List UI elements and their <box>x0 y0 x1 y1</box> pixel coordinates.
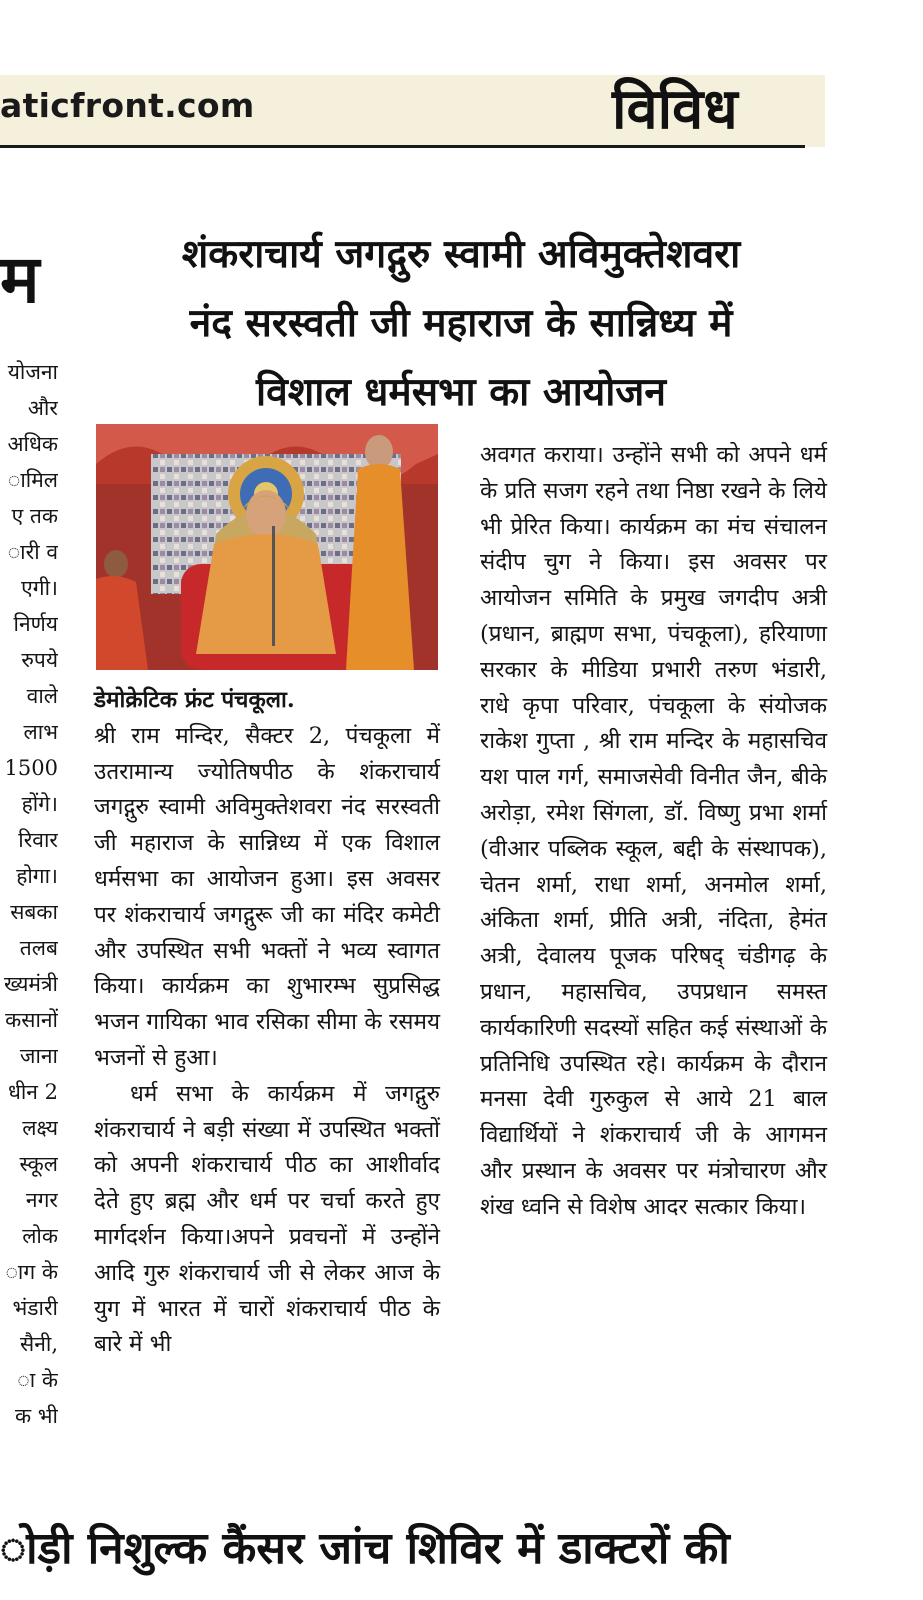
article-paragraph: धर्म सभा के कार्यक्रम में जगद्गुरु शंकराचार्य ने बड़ी संख्या में उपस्थित भक्तों को अपनी शंकराचार्य पीठ का आशीर्वाद देते हुए ब्रह्म और धर्म पर चर्चा करते हुए मार्गदर्शन किया।अपने प्रवचनों में उन्होंने आदि गुरु शंकराचार्य जी से लेकर आज के युग में भारत में चारों शंकराचार्य पीठ के बारे में भी <box>94 1080 440 1358</box>
adjacent-text-line: 1500 <box>4 756 58 780</box>
adjacent-text-line: ारी व <box>7 540 58 564</box>
adjacent-text-line: निर्णय <box>13 612 58 636</box>
article-column-1 <box>94 683 440 1363</box>
adjacent-text-line: लाभ <box>23 720 58 744</box>
adjacent-text-line: और <box>27 396 58 420</box>
article-headline <box>96 220 826 427</box>
dateline: डेमोक्रेटिक फ्रंट पंचकूला. <box>94 687 295 713</box>
headline-line: शंकराचार्य जगद्गुरु स्वामी अविमुक्तेशवरा <box>181 232 741 277</box>
adjacent-text-line: सैनी, <box>20 1332 58 1356</box>
adjacent-text-line: रुपये <box>21 648 58 672</box>
adjacent-text-line: नगर <box>25 1188 58 1212</box>
adjacent-text-line: एगी। <box>21 576 58 600</box>
photo-illustration <box>96 424 438 670</box>
adjacent-text-line: कसानों <box>5 1008 58 1032</box>
article-column-2 <box>480 438 827 1226</box>
site-url: aticfront.com <box>0 86 255 125</box>
adjacent-text-line: ामिल <box>7 468 58 492</box>
adjacent-text-line: ए तक <box>11 504 58 528</box>
adjacent-text-line: रिवार <box>18 828 58 852</box>
adjacent-text-line: धीन 2 <box>7 1080 58 1104</box>
adjacent-text-line: जाना <box>19 1044 58 1068</box>
adjacent-article-text <box>0 354 58 1434</box>
headline-line: नंद सरस्वती जी महाराज के सान्निध्य में <box>189 301 733 346</box>
headline-line: विशाल धर्मसभा का आयोजन <box>256 370 666 415</box>
adjacent-text-line: ाग के <box>5 1260 58 1284</box>
adjacent-text-line: योजना <box>7 360 58 384</box>
adjacent-text-line: स्कूल <box>19 1152 58 1176</box>
adjacent-text-line: क भी <box>14 1404 58 1428</box>
adjacent-text-line: होंगे। <box>21 792 58 816</box>
adjacent-text-line: सबका <box>10 900 58 924</box>
adjacent-text-line: लक्ष्य <box>22 1116 58 1140</box>
paragraph-text: श्री राम मन्दिर, सैक्टर 2, पंचकूला में उतरामान्य ज्योतिषपीठ के शंकराचार्य जगद्गुरु स्वामी अविमुक्तेशवरा नंद सरस्वती जी महाराज के सान्निध्य में एक विशाल धर्मसभा का आयोजन हुआ। इस अवसर पर शंकराचार्य जगद्गुरू जी का मंदिर कमेटी और उपस्थित सभी भक्तों ने भव्य स्वागत किया। कार्यक्रम का शुभारम्भ सुप्रसिद्ध भजन गायिका भाव रसिका सीमा के रसमय भजनों से हुआ। <box>94 722 440 1071</box>
article-paragraph <box>94 683 440 1077</box>
adjacent-text-line: भंडारी <box>12 1296 58 1320</box>
adjacent-text-line: ख्यमंत्री <box>3 972 58 996</box>
article-paragraph: अवगत कराया। उन्होंने सभी को अपने धर्म के प्रति सजग रहने तथा निष्ठा रखने के लिये भी प्रेरित किया। कार्यक्रम का मंच संचालन संदीप चुग ने किया। इस अवसर पर आयोजन समिति के प्रमुख जगदीप अत्री (प्रधान, ब्राह्मण सभा, पंचकूला), हरियाणा सरकार के मीडिया प्रभारी तरुण भंडारी, राधे कृपा परिवार, पंचकूला के संयोजक राकेश गुप्ता , श्री राम मन्दिर के महासचिव यश पाल गर्ग, समाजसेवी विनीत जैन, बीके अरोड़ा, रमेश सिंगला, डॉ. विष्णु प्रभा शर्मा (वीआर पब्लिक स्कूल, बद्दी के संस्थापक), चेतन शर्मा, राधा शर्मा, अनमोल शर्मा, अंकिता शर्मा, प्रीति अत्री, नंदिता, हेमंत अत्री, देवालय पूजक परिषद् चंडीगढ़ के प्रधान, महासचिव, उपप्रधान समस्त कार्यकारिणी सदस्यों सहित कई संस्थाओं के प्रतिनिधि उपस्थित रहे। कार्यक्रम के दौरान मनसा देवी गुरुकुल से आये 21 बाल विद्यार्थियों ने शंकराचार्य जी के आगमन और प्रस्थान के अवसर पर मंत्रोचारण और शंख ध्वनि से विशेष आदर सत्कार किया। <box>480 442 827 1220</box>
article-photo <box>96 424 438 670</box>
adjacent-text-line: वाले <box>26 684 58 708</box>
section-title: विविध <box>612 77 738 142</box>
adjacent-text-line: ा के <box>17 1368 58 1392</box>
adjacent-text-line: अधिक <box>7 432 58 456</box>
adjacent-headline-fragment: म <box>0 241 40 318</box>
adjacent-text-line: होगा। <box>16 864 58 888</box>
adjacent-text-line: तलब <box>19 936 58 960</box>
next-article-headline: ोड़ी निशुल्क कैंसर जांच शिविर में डाक्टरों की <box>0 1523 730 1574</box>
adjacent-text-line: लोक <box>22 1224 58 1248</box>
